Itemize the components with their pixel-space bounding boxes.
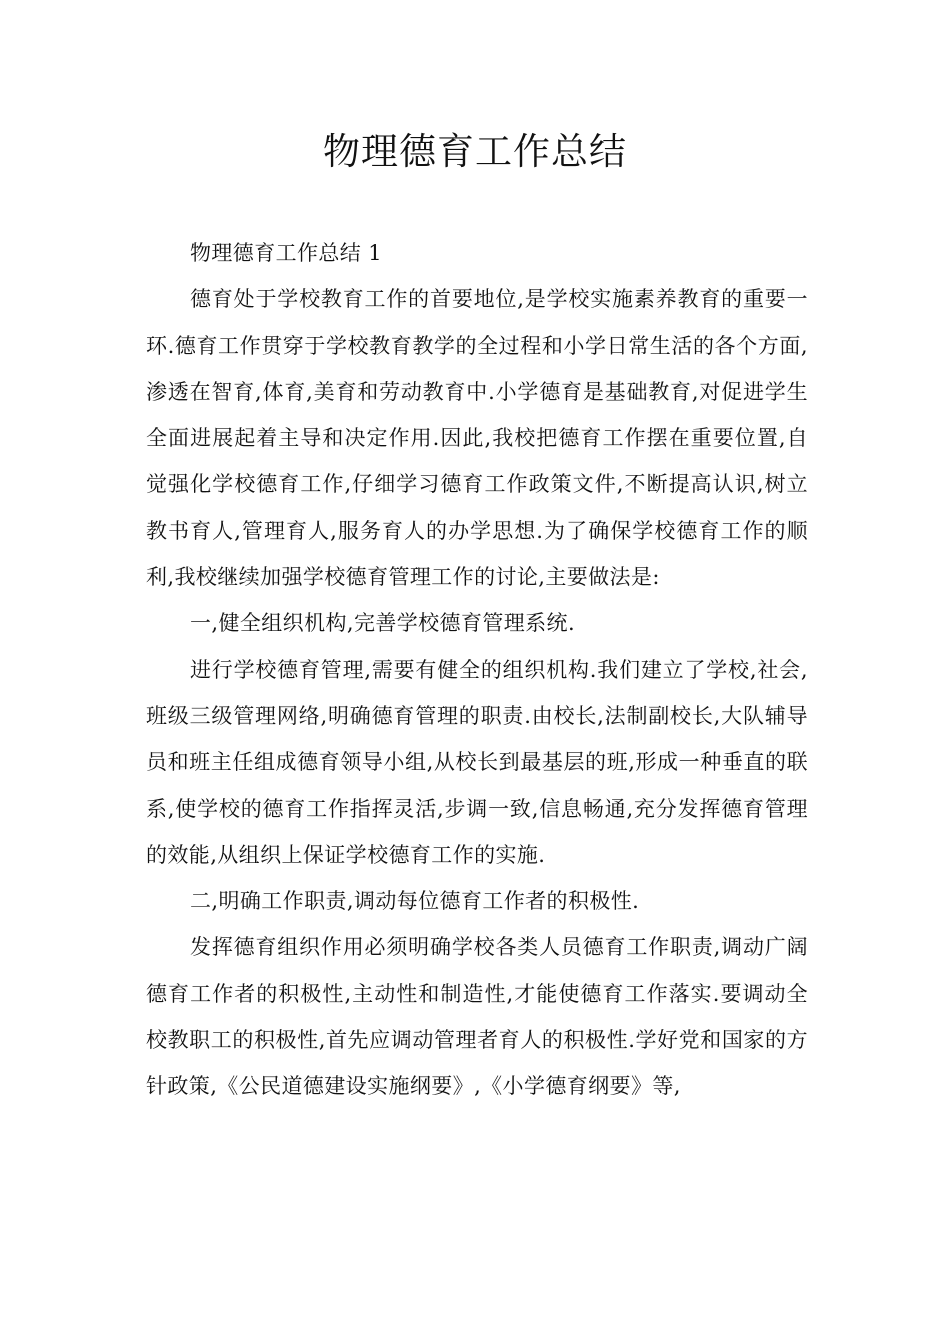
document-title: 物理德育工作总结 bbox=[323, 130, 627, 173]
section-heading: 一,健全组织机构,完善学校德育管理系统. bbox=[190, 611, 576, 636]
document-body bbox=[146, 230, 808, 1110]
body-paragraph: 发挥德育组织作用必须明确学校各类人员德育工作职责,调动广阔德育工作者的积极性,主动性和制造性,才能使德育工作落实.要调动全校教职工的积极性,首先应调动管理者育人的积极性.学好党和国家的方针政策,《公民道德建设实施纲要》,《小学德育纲要》等, bbox=[146, 935, 808, 1099]
body-paragraph: 德育处于学校教育工作的首要地位,是学校实施素养教育的重要一环.德育工作贯穿于学校教育教学的全过程和小学日常生活的各个方面,渗透在智育,体育,美育和劳动教育中.小学德育是基础教育,对促进学生全面进展起着主导和决定作用.因此,我校把德育工作摆在重要位置,自觉强化学校德育工作,仔细学习德育工作政策文件,不断提高认识,树立教书育人,管理育人,服务育人的办学思想.为了确保学校德育工作的顺利,我校继续加强学校德育管理工作的讨论,主要做法是: bbox=[146, 287, 808, 590]
section-heading: 物理德育工作总结 1 bbox=[190, 241, 383, 265]
section-heading: 二,明确工作职责,调动每位德育工作者的积极性. bbox=[190, 889, 640, 914]
body-paragraph: 进行学校德育管理,需要有健全的组织机构.我们建立了学校,社会,班级三级管理网络,明确德育管理的职责.由校长,法制副校长,大队辅导员和班主任组成德育领导小组,从校长到最基层的班,形成一种垂直的联系,使学校的德育工作指挥灵活,步调一致,信息畅通,充分发挥德育管理的效能,从组织上保证学校德育工作的实施. bbox=[146, 657, 808, 867]
